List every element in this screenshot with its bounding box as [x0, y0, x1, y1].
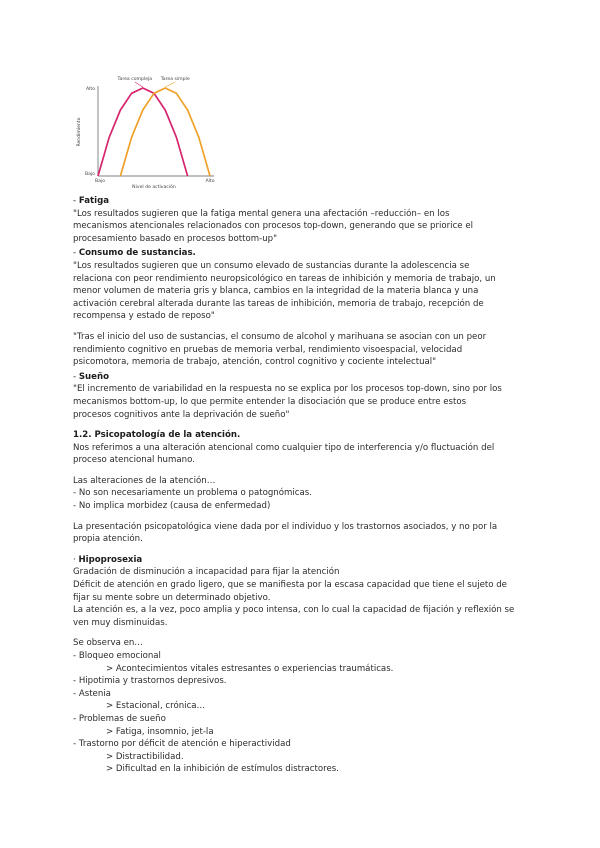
hipoprosexia-title: Hipoprosexia [78, 554, 143, 565]
document-body [73, 195, 533, 776]
observa-line: - Bloqueo emocional [73, 651, 161, 661]
hipoprosexia-line: fijar su mente sobre un determinado objetivo. [73, 592, 271, 603]
hipoprosexia-line: Gradación de disminución a incapacidad para fijar la atención [73, 567, 340, 578]
fatiga-quote-line: "Los resultados sugieren que la fatiga mental genera una afectación –reducción– en los [73, 208, 450, 219]
y-axis-title: Rendimiento [77, 117, 82, 147]
y-tick-label-low: Bajo [84, 172, 95, 177]
consumo-quote-line: relaciona con peor rendimiento neuropsicológico en tareas de inhibición y memoria de trabajo, un [73, 273, 496, 284]
section-psicopatologia [73, 429, 533, 546]
alteraciones-line: - No son necesariamente un problema o patognómicas. [73, 488, 312, 499]
x-tick-label-high: Alto [205, 179, 215, 184]
fatiga-quote-line: mecanismos atencionales relacionados con procesos top-down, generando que se priorice el [73, 221, 473, 232]
section-fatiga: - Fatiga "Los resultados sugieren que la fatiga mental genera una afectación –reducción– en los mecanismos atencionales relacionados con procesos top-down, generando que se priorice el procesamiento basado en procesos bottom-up" [73, 195, 533, 245]
section-sueno: - Sueño "El incremento de variabilidad en la respuesta no se explica por los procesos top-down, sino por los mecanismos bottom-up, lo que permite entender la disociación que se produce entre estos procesos cognitivos ante la deprivación de sueño" [73, 371, 533, 421]
observa-line: - Problemas de sueño [73, 713, 166, 724]
observa-line: Se observa en… [73, 638, 143, 649]
sueno-quote-line: "El incremento de variabilidad en la respuesta no se explica por los procesos top-down, sino por los [73, 384, 502, 395]
observa-subline: > Dificultad en la inhibición de estímulos distractores. [106, 764, 339, 775]
consumo-title: Consumo de sustancias. [78, 248, 196, 259]
observa-subline: > Distractibilidad. [106, 751, 184, 762]
arousal-performance-chart [70, 72, 220, 190]
consumo-quote2-line: psicomotora, memoria de trabajo, atención, control cognitivo y cociente intelectual" [73, 357, 437, 368]
presentacion-line: propia atención. [73, 534, 143, 545]
consumo-quote-line: "Los resultados sugieren que un consumo elevado de sustancias durante la adolescencia se [73, 260, 470, 271]
hipoprosexia-line: La atención es, a la vez, poco amplia y poco intensa, con lo cual la capacidad de fijación y reflexión se [73, 605, 515, 616]
consumo-quote2-line: "Tras el inicio del uso de sustancias, el consumo de alcohol y marihuana se asocian con un peor [73, 331, 487, 342]
section-heading: 1.2. Psicopatología de la atención. [73, 430, 241, 441]
series-label-pointer [165, 82, 175, 87]
sueno-quote-line: mecanismos bottom-up, lo que permite entender la disociación que se produce entre estos [73, 396, 467, 407]
consumo-quote-line: menor volumen de materia gris y blanca, cambios en la integridad de la materia blanca y una [73, 286, 479, 297]
alteraciones-line: Las alteraciones de la atención… [73, 475, 216, 486]
hipoprosexia-line: ven muy disminuidas. [73, 617, 168, 628]
series-line-tarea-compleja [98, 88, 188, 176]
x-axis-title: Nivel de activación [132, 185, 176, 190]
observa-line: - Trastorno por déficit de atención e hiperactividad [73, 739, 291, 750]
observa-line: - Astenia [73, 688, 111, 699]
series-label-pointer [135, 82, 143, 87]
presentacion-line: La presentación psicopatológica viene dada por el individuo y los trastornos asociados, y no por la [73, 521, 498, 532]
intro-line: Nos referimos a una alteración atencional como cualquier tipo de interferencia y/o fluctuación del [73, 442, 495, 453]
series-label: Tarea compleja [117, 77, 153, 82]
hipoprosexia-line: Déficit de atención en grado ligero, que se manifiesta por la escasa capacidad que tiene el sujeto de [73, 580, 507, 591]
intro-line: proceso atencional humano. [73, 455, 195, 466]
series-line-tarea-simple [120, 88, 210, 176]
section-hipoprosexia: · Hipoprosexia Gradación de disminución a incapacidad para fijar la atención Déficit de atención en grado ligero, que se manifiesta por la escasa capacidad que tiene el sujeto de fijar su mente sobre un determinado objetivo. La atención es, a la vez, poco amplia y poco intensa, con lo cual la capacidad de fijación y reflexión se ven muy disminuidas. Se observa en… - Bloqueo emocional > Acontecimientos vitales estresantes o experiencias traumáticas. - Hipotimia y trastornos depresivos. - Astenia > Estacional, crónica… - Problemas de sueño > Fatiga, insomnio, jet-la - Trastorno por déficit de atención e hiperactividad > Distractibilidad. > Dificultad en la inhibición de estímulos distractores. [73, 554, 533, 776]
alteraciones-line: - No implica morbidez (causa de enfermedad) [73, 501, 271, 512]
observa-subline: > Fatiga, insomnio, jet-la [106, 726, 214, 737]
observa-line: - Hipotimia y trastornos depresivos. [73, 676, 227, 687]
observa-subline: > Acontecimientos vitales estresantes o experiencias traumáticas. [106, 663, 394, 674]
series-label: Tarea simple [160, 77, 190, 82]
y-tick-label-high: Alto [85, 87, 95, 92]
section-consumo: - Consumo de sustancias. "Los resultados sugieren que un consumo elevado de sustancias durante la adolescencia se relaciona con peor rendimiento neuropsicológico en tareas de inhibición y memoria de trabajo, un menor volumen de materia gris y blanca, cambios en la integridad de la materia blanca y una activación cerebral alterada durante las tareas de inhibición, memoria de trabajo, recepción de recompensa y estado de reposo" "Tras el inicio del uso de sustancias, el consumo de alcohol y marihuana se asocian con un peor rendimiento cognitivo en pruebas de memoria verbal, rendimiento visoespacial, velocidad psicomotora, memoria de trabajo, atención, control cognitivo y cociente intelectual" [73, 247, 533, 368]
x-tick-label-low: Bajo [94, 179, 106, 184]
sueno-quote-line: procesos cognitivos ante la deprivación de sueño" [73, 409, 290, 420]
chart-svg [70, 72, 220, 190]
consumo-quote-line: activación cerebral alterada durante las tareas de inhibición, memoria de trabajo, recepción de [73, 298, 484, 309]
sueno-title: Sueño [78, 371, 110, 382]
observa-subline: > Estacional, crónica… [106, 701, 206, 712]
fatiga-title: Fatiga [78, 196, 110, 206]
consumo-quote2-line: rendimiento cognitivo en pruebas de memoria verbal, rendimiento visoespacial, velocidad [73, 344, 463, 355]
fatiga-quote-line: procesamiento basado en procesos bottom-up" [73, 233, 278, 244]
consumo-quote-line: recompensa y estado de reposo" [73, 311, 215, 322]
